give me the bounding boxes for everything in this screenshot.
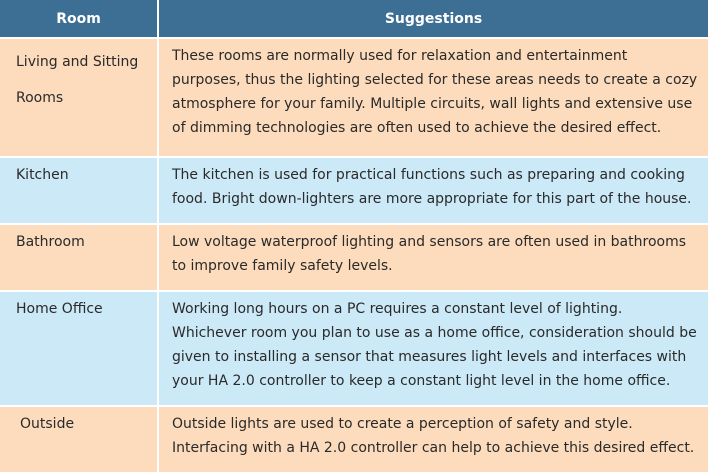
suggestion-text: Working long hours on a PC requires a constant level of lighting. Whichever room you plan to use as a home office, consideration should be given to installing a sensor that measures light levels and interfaces with your HA 2.0 controller to keep a constant light level in the home office.: [172, 301, 697, 389]
room-name: Living and Sitting Rooms: [16, 54, 139, 106]
room-name: Kitchen: [16, 167, 69, 183]
header-room: Room: [0, 0, 158, 38]
table-row: [0, 291, 708, 406]
table-row: [0, 224, 708, 291]
table-row: [0, 38, 708, 157]
table-row: [0, 406, 708, 472]
room-name: Outside: [20, 416, 75, 432]
room-name: Bathroom: [16, 234, 85, 250]
suggestion-text: The kitchen is used for practical functions such as preparing and cooking food. Bright down-lighters are more appropriate for this part of the house.: [172, 167, 692, 207]
header-suggestions: Suggestions: [158, 0, 708, 38]
header-row: [0, 0, 708, 38]
suggestion-text: Low voltage waterproof lighting and sensors are often used in bathrooms to improve family safety levels.: [172, 234, 687, 274]
suggestion-text: These rooms are normally used for relaxation and entertainment purposes, thus the lighting selected for these areas needs to create a cozy atmosphere for your family. Multiple circuits, wall lights and extensive use of dimming technologies are often used to achieve the desired effect.: [172, 48, 698, 136]
room-name: Home Office: [16, 301, 103, 317]
suggestion-text: Outside lights are used to create a perception of safety and style. Interfacing with a HA 2.0 controller can help to achieve this desired effect.: [172, 416, 695, 456]
table-row: [0, 157, 708, 224]
